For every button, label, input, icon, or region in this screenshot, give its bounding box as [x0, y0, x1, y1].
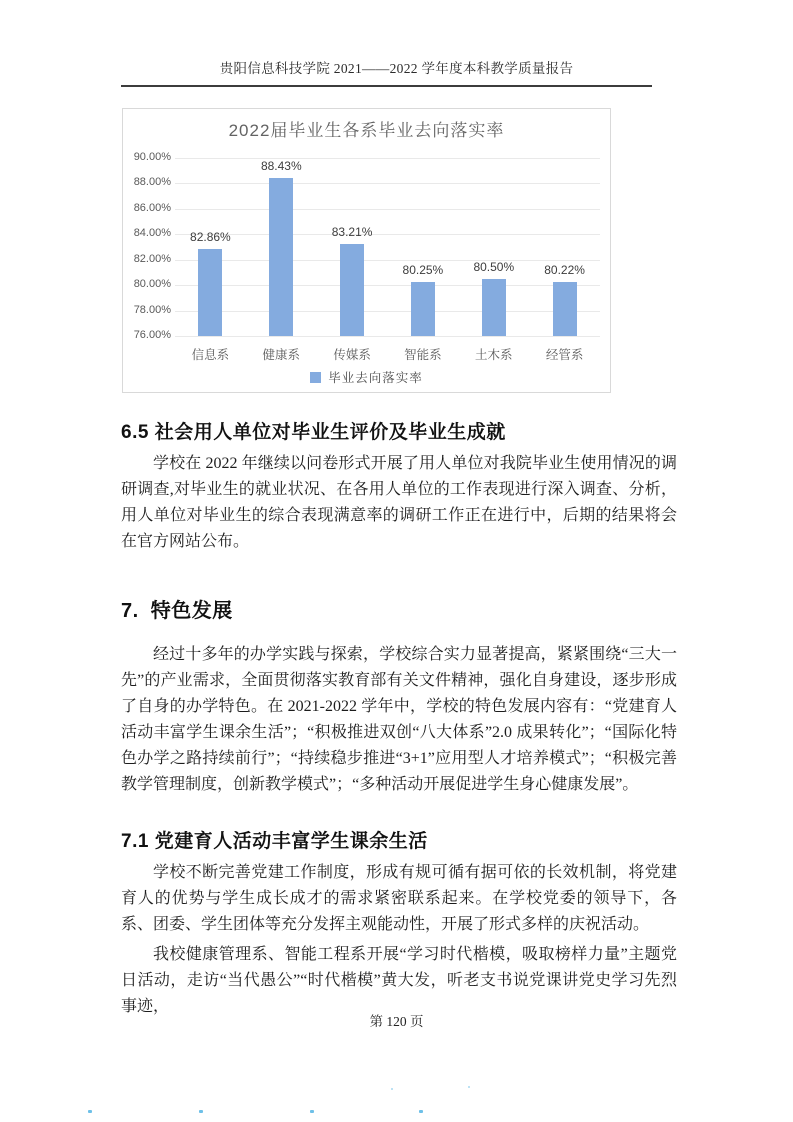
- scan-artifact: [199, 1110, 203, 1113]
- scan-artifact: [391, 1088, 393, 1090]
- chart-gridline: [175, 285, 600, 286]
- bar-传媒系: [340, 244, 364, 336]
- bar-value-label: 88.43%: [260, 159, 302, 173]
- bar-value-label: 80.25%: [402, 263, 444, 277]
- legend-swatch: [310, 372, 321, 383]
- x-axis-category-label: 传媒系: [333, 348, 371, 362]
- bar-健康系: [269, 178, 293, 336]
- paragraph-6-5: 学校在 2022 年继续以问卷形式开展了用人单位对我院毕业生使用情况的调研调查,对毕业生的就业状况、在各用人单位的工作表现进行深入调查、分析，用人单位对毕业生的综合表现满意率的调研工作正在进行中，后期的结果将会在官方网站公布。: [121, 455, 677, 550]
- y-axis-tick-label: 78.00%: [133, 303, 171, 316]
- y-axis-tick-label: 80.00%: [133, 278, 171, 291]
- bar-经管系: [553, 282, 577, 336]
- y-axis-tick-label: 82.00%: [133, 252, 171, 265]
- y-axis-tick-label: 90.00%: [133, 151, 171, 163]
- chart-title: 2022届毕业生各系毕业去向落实率: [228, 121, 505, 140]
- bar-value-label: 83.21%: [331, 225, 373, 240]
- page-number: 第 120 页: [369, 1014, 424, 1029]
- y-axis-tick-label: 86.00%: [133, 201, 171, 214]
- chart-gridline: [175, 336, 600, 337]
- section-heading-7: 7. 特色发展: [121, 600, 233, 622]
- bar-value-label: 80.50%: [473, 259, 515, 274]
- scan-artifact: [310, 1110, 314, 1113]
- header-rule: [121, 85, 652, 87]
- section-heading-7-1: 7.1 党建育人活动丰富学生课余生活: [121, 831, 428, 852]
- paragraph-7-1-a: 学校不断完善党建工作制度，形成有规可循有据可依的长效机制，将党建育人的优势与学生成长成才的需求紧密联系起来。在学校党委的领导下，各系、团委、学生团体等充分发挥主观能动性，开展了形式多样的庆祝活动。: [121, 864, 677, 933]
- chart-gridline: [175, 209, 600, 210]
- y-axis-tick-label: 84.00%: [133, 227, 171, 240]
- paragraph-7: 经过十多年的办学实践与探索，学校综合实力显著提高，紧紧围绕“三大一先”的产业需求，全面贯彻落实教育部有关文件精神，强化自身建设，逐步形成了自身的办学特色。在 2021-2022 学年中，学校的特色发展内容有：“党建育人活动丰富学生课余生活”；“积极推进双创“八大体系”2.0 成果转化”；“国际化特色办学之路持续前行”；“持续稳步推进“3+1”应用型人才培养模式”；“积极完善教学管理制度，创新教学模式”；“多种活动开展促进学生身心健康发展”。: [121, 646, 677, 793]
- bar-value-label: 80.22%: [544, 263, 585, 278]
- chart-gridline: [175, 311, 600, 312]
- x-axis-category-label: 信息系: [191, 348, 230, 362]
- bar-信息系: [198, 249, 222, 336]
- bar-value-label: 82.86%: [190, 229, 231, 244]
- scan-artifact: [468, 1086, 470, 1088]
- chart-gridline: [175, 183, 600, 184]
- report-header-title: 贵阳信息科技学院 2021——2022 学年度本科教学质量报告: [219, 61, 574, 76]
- chart-gridline: [175, 260, 600, 261]
- chart-legend: [123, 368, 610, 386]
- x-axis-category-label: 健康系: [262, 348, 300, 362]
- paragraph-7-1-b: 我校健康管理系、智能工程系开展“学习时代楷模，吸取榜样力量”主题党日活动，走访“当代愚公”“时代楷模”黄大发，听老支书说党课讲党史学习先烈事迹，: [121, 946, 677, 1015]
- bar-土木系: [482, 279, 506, 336]
- y-axis-tick-label: 76.00%: [133, 329, 171, 341]
- x-axis-category-label: 土木系: [474, 348, 513, 362]
- scan-artifact: [419, 1110, 423, 1113]
- scan-artifact: [88, 1110, 92, 1113]
- bar-智能系: [411, 282, 435, 336]
- employment-rate-bar-chart: [122, 108, 611, 393]
- chart-gridline: [175, 158, 600, 159]
- x-axis-category-label: 智能系: [404, 348, 442, 362]
- legend-label: 毕业去向落实率: [328, 371, 423, 385]
- chart-plot: [123, 109, 610, 392]
- x-axis-category-label: 经管系: [545, 348, 584, 362]
- y-axis-tick-label: 88.00%: [133, 176, 171, 189]
- section-heading-6-5: 6.5 社会用人单位对毕业生评价及毕业生成就: [121, 422, 506, 443]
